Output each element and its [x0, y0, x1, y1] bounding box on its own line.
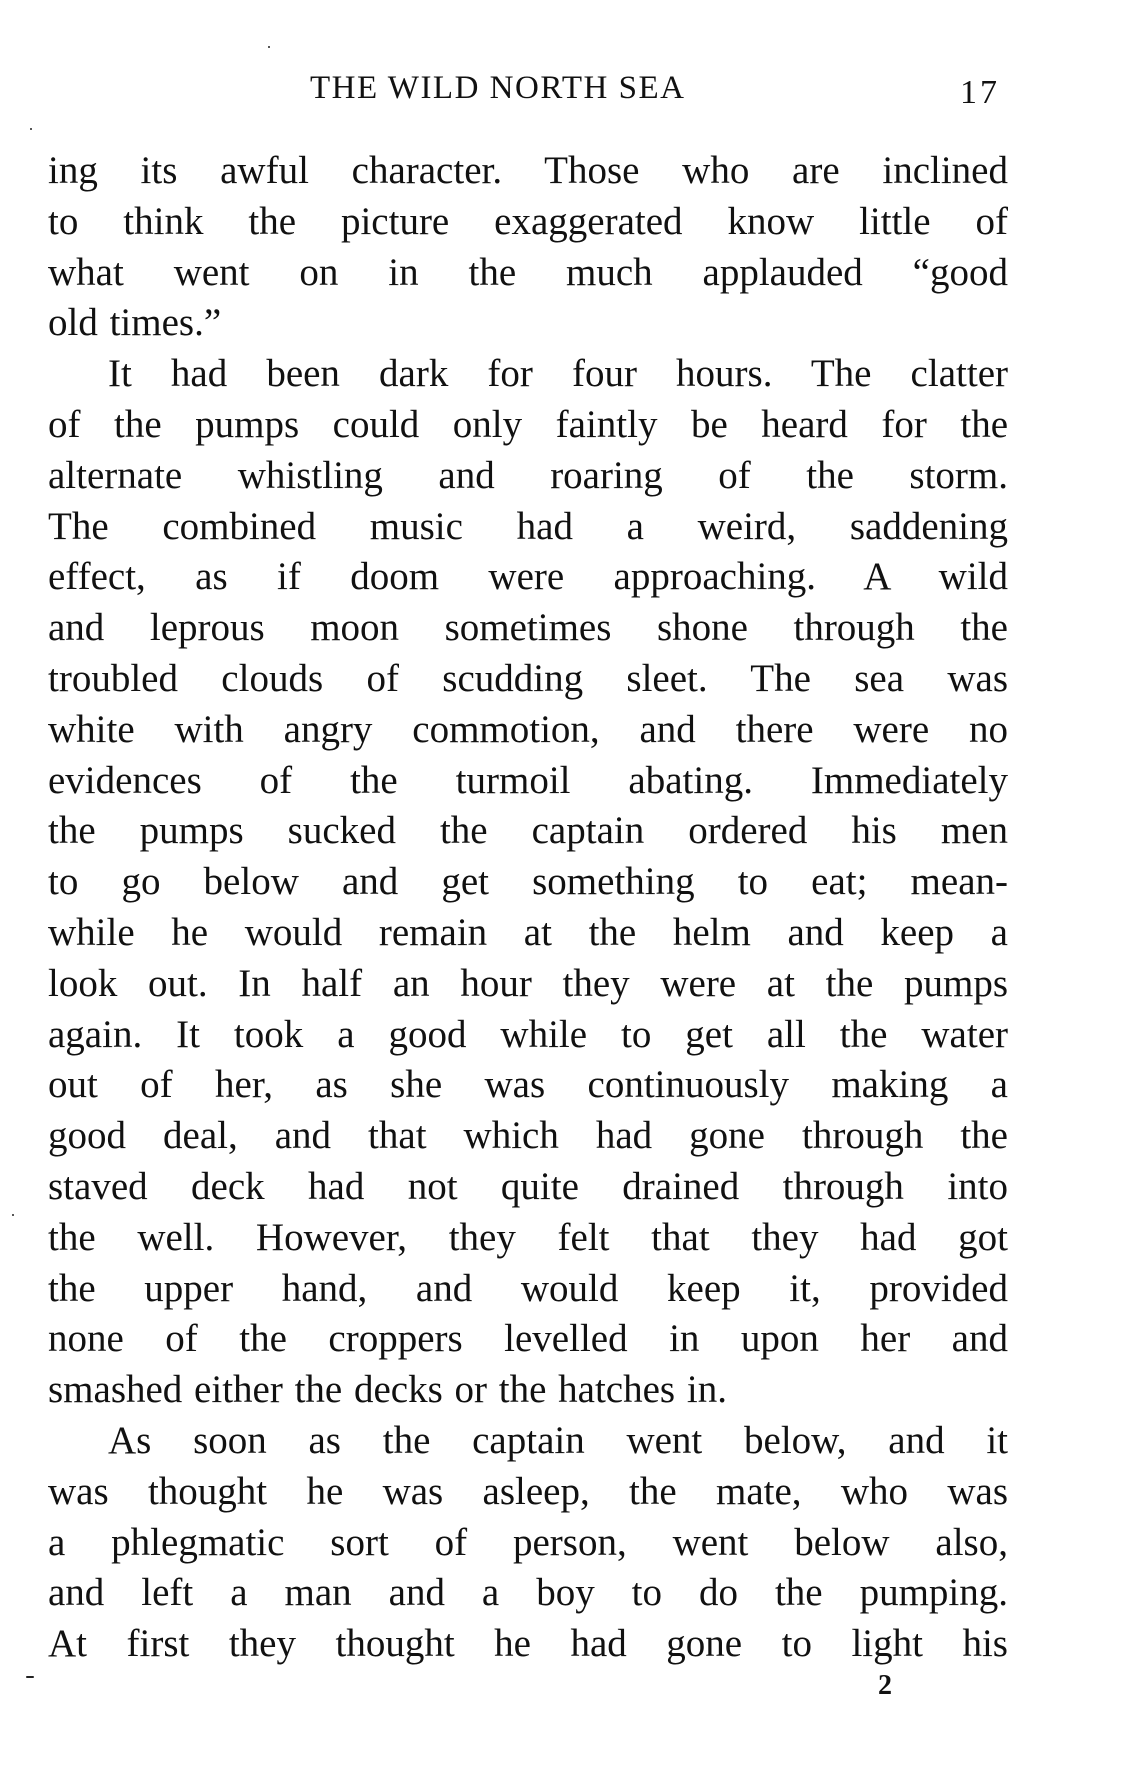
- print-speck: [30, 128, 32, 130]
- text-line: the pumps sucked the captain ordered his men: [48, 809, 1008, 853]
- text-line: evidences of the turmoil abating. Immediately: [48, 758, 1008, 802]
- text-line: ing its awful character. Those who are inclined: [48, 149, 1008, 192]
- text-line: none of the croppers levelled in upon her and: [48, 1317, 1008, 1361]
- text-line: smashed either the decks or the hatches in.: [48, 1368, 727, 1412]
- text-line: effect, as if doom were approaching. A wild: [48, 555, 1008, 599]
- text-line: staved deck had not quite drained through into: [48, 1164, 1008, 1208]
- text-line: and leprous moon sometimes shone through the: [48, 606, 1008, 650]
- page-number: 17: [960, 74, 1000, 111]
- text-line: again. It took a good while to get all the water: [48, 1012, 1008, 1056]
- text-line: was thought he was asleep, the mate, who was: [48, 1469, 1008, 1513]
- text-line: of the pumps could only faintly be heard for the: [48, 402, 1008, 446]
- text-line: good deal, and that which had gone through the: [48, 1114, 1008, 1158]
- print-speck: [26, 1676, 34, 1678]
- text-line: It had been dark for four hours. The clatter: [108, 352, 1008, 396]
- text-line: and left a man and a boy to do the pumping.: [48, 1571, 1008, 1615]
- signature-mark: 2: [878, 1670, 892, 1701]
- text-line: to go below and get something to eat; mean-: [48, 860, 1008, 904]
- running-title: THE WILD NORTH SEA: [310, 70, 686, 106]
- text-line: white with angry commotion, and there were no: [48, 707, 1008, 751]
- running-head: [0, 70, 1138, 120]
- text-line: while he would remain at the helm and keep a: [48, 910, 1008, 954]
- text-line: what went on in the much applauded “good: [48, 250, 1008, 294]
- text-line: As soon as the captain went below, and it: [108, 1418, 1008, 1462]
- text-line: troubled clouds of scudding sleet. The sea was: [48, 656, 1008, 700]
- text-line: The combined music had a weird, saddening: [48, 504, 1008, 548]
- text-line: At first they thought he had gone to light his: [48, 1622, 1008, 1666]
- text-line: out of her, as she was continuously making a: [48, 1063, 1008, 1107]
- text-line: alternate whistling and roaring of the storm.: [48, 453, 1008, 497]
- print-speck: [268, 46, 270, 48]
- body-text: [48, 146, 1008, 1670]
- text-line: the upper hand, and would keep it, provided: [48, 1266, 1008, 1310]
- text-line: old times.”: [48, 301, 222, 345]
- text-line: the well. However, they felt that they had got: [48, 1215, 1008, 1259]
- print-speck: [12, 1214, 14, 1216]
- text-line: to think the picture exaggerated know little of: [48, 199, 1008, 243]
- text-line: look out. In half an hour they were at the pumps: [48, 961, 1008, 1005]
- text-line: a phlegmatic sort of person, went below also,: [48, 1520, 1008, 1564]
